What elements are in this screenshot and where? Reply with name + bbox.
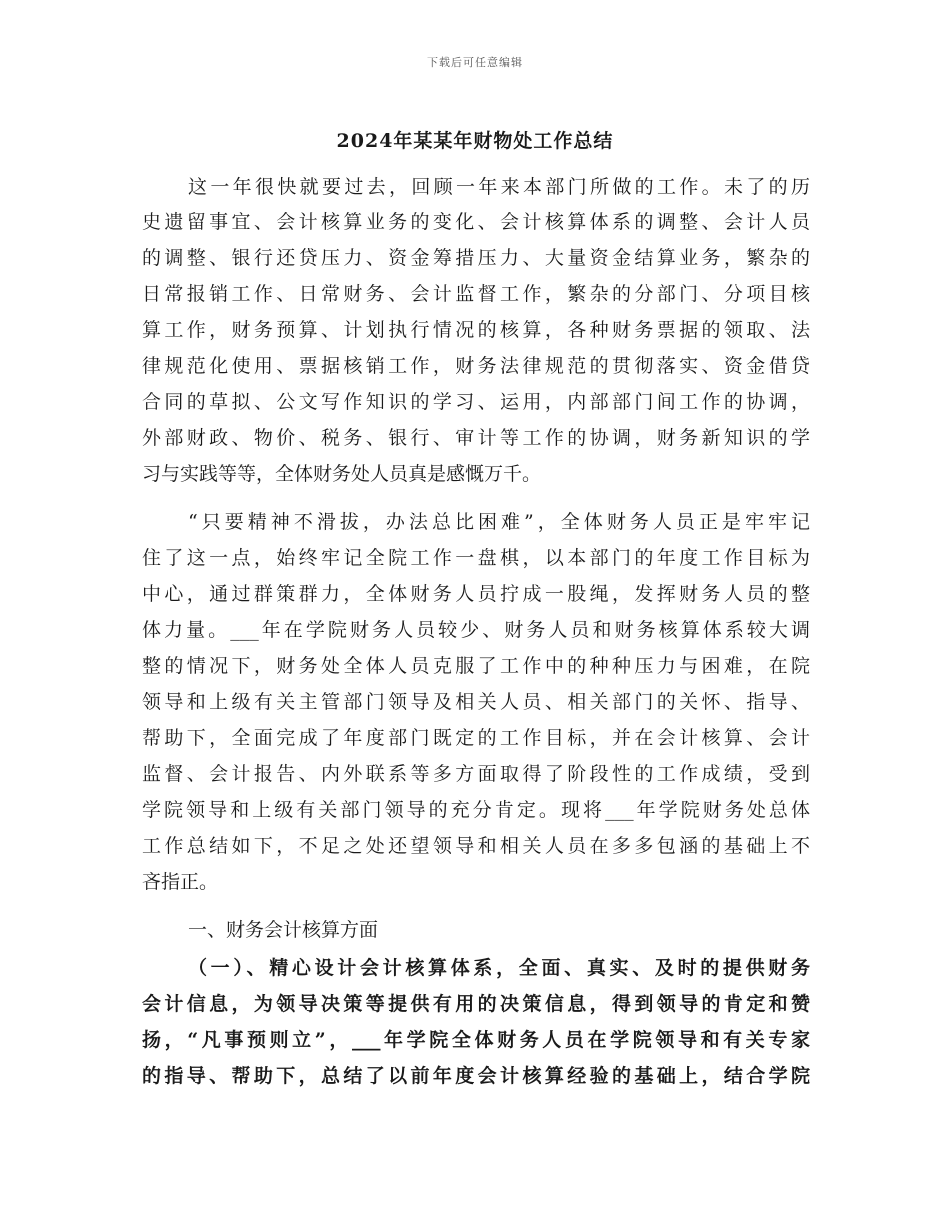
- paragraph-1-line-7: 合同的草拟、公文写作知识的学习、运用，内部部门间工作的协调，: [142, 391, 810, 413]
- paragraph-1-line-5: 算工作，财务预算、计划执行情况的核算，各种财务票据的领取、法: [142, 319, 810, 341]
- paragraph-3-line-2: 会计信息，为领导决策等提供有用的决策信息，得到领导的肯定和赞: [142, 993, 810, 1015]
- paragraph-2-line-3: 中心，通过群策群力，全体财务人员拧成一股绳，发挥财务人员的整: [142, 583, 810, 605]
- paragraph-3-line-1: （一）、精心设计会计核算体系，全面、真实、及时的提供财务: [188, 957, 810, 979]
- paragraph-1-line-8: 外部财政、物价、税务、银行、审计等工作的协调，财务新知识的学: [142, 427, 810, 449]
- paragraph-2-line-7: 帮助下，全面完成了年度部门既定的工作目标，并在会计核算、会计: [142, 727, 810, 749]
- paragraph-2-line-1: “只要精神不滑拔，办法总比困难”，全体财务人员正是牢牢记: [188, 511, 810, 533]
- section-heading: 一、财务会计核算方面: [188, 919, 379, 941]
- paragraph-3-line-4: 的指导、帮助下，总结了以前年度会计核算经验的基础上，结合学院: [142, 1065, 810, 1087]
- paragraph-2-line-2: 住了这一点，始终牢记全院工作一盘棋，以本部门的年度工作目标为: [142, 547, 810, 569]
- paragraph-2-line-11: 吝指正。: [142, 871, 219, 893]
- header-note: 下载后可任意编辑: [427, 56, 523, 69]
- paragraph-2-line-8: 监督、会计报告、内外联系等多方面取得了阶段性的工作成绩，受到: [142, 763, 810, 785]
- paragraph-2-line-10: 工作总结如下，不足之处还望领导和相关人员在多多包涵的基础上不: [142, 835, 810, 857]
- paragraph-1-line-6: 律规范化使用、票据核销工作，财务法律规范的贯彻落实、资金借贷: [142, 355, 810, 377]
- document-title: 2024年某某年财物处工作总结: [336, 130, 614, 152]
- paragraph-1-line-2: 史遗留事宜、会计核算业务的变化、会计核算体系的调整、会计人员: [142, 211, 810, 233]
- paragraph-2-line-5: 整的情况下，财务处全体人员克服了工作中的种种压力与困难，在院: [142, 655, 810, 677]
- paragraph-2-line-9: 学院领导和上级有关部门领导的充分肯定。现将___年学院财务处总体: [142, 799, 810, 821]
- paragraph-2-line-4: 体力量。___年在学院财务人员较少、财务人员和财务核算体系较大调: [142, 619, 810, 641]
- paragraph-3-line-3: 扬，“凡事预则立”，___年学院全体财务人员在学院领导和有关专家: [142, 1029, 810, 1051]
- paragraph-1-line-9: 习与实践等等，全体财务处人员真是感慨万千。: [142, 463, 542, 485]
- paragraph-1-line-1: 这一年很快就要过去，回顾一年来本部门所做的工作。未了的历: [188, 176, 810, 198]
- paragraph-2-line-6: 领导和上级有关主管部门领导及相关人员、相关部门的关怀、指导、: [142, 691, 810, 713]
- paragraph-1-line-3: 的调整、银行还贷压力、资金筹措压力、大量资金结算业务，繁杂的: [142, 247, 810, 269]
- paragraph-1-line-4: 日常报销工作、日常财务、会计监督工作，繁杂的分部门、分项目核: [142, 283, 810, 305]
